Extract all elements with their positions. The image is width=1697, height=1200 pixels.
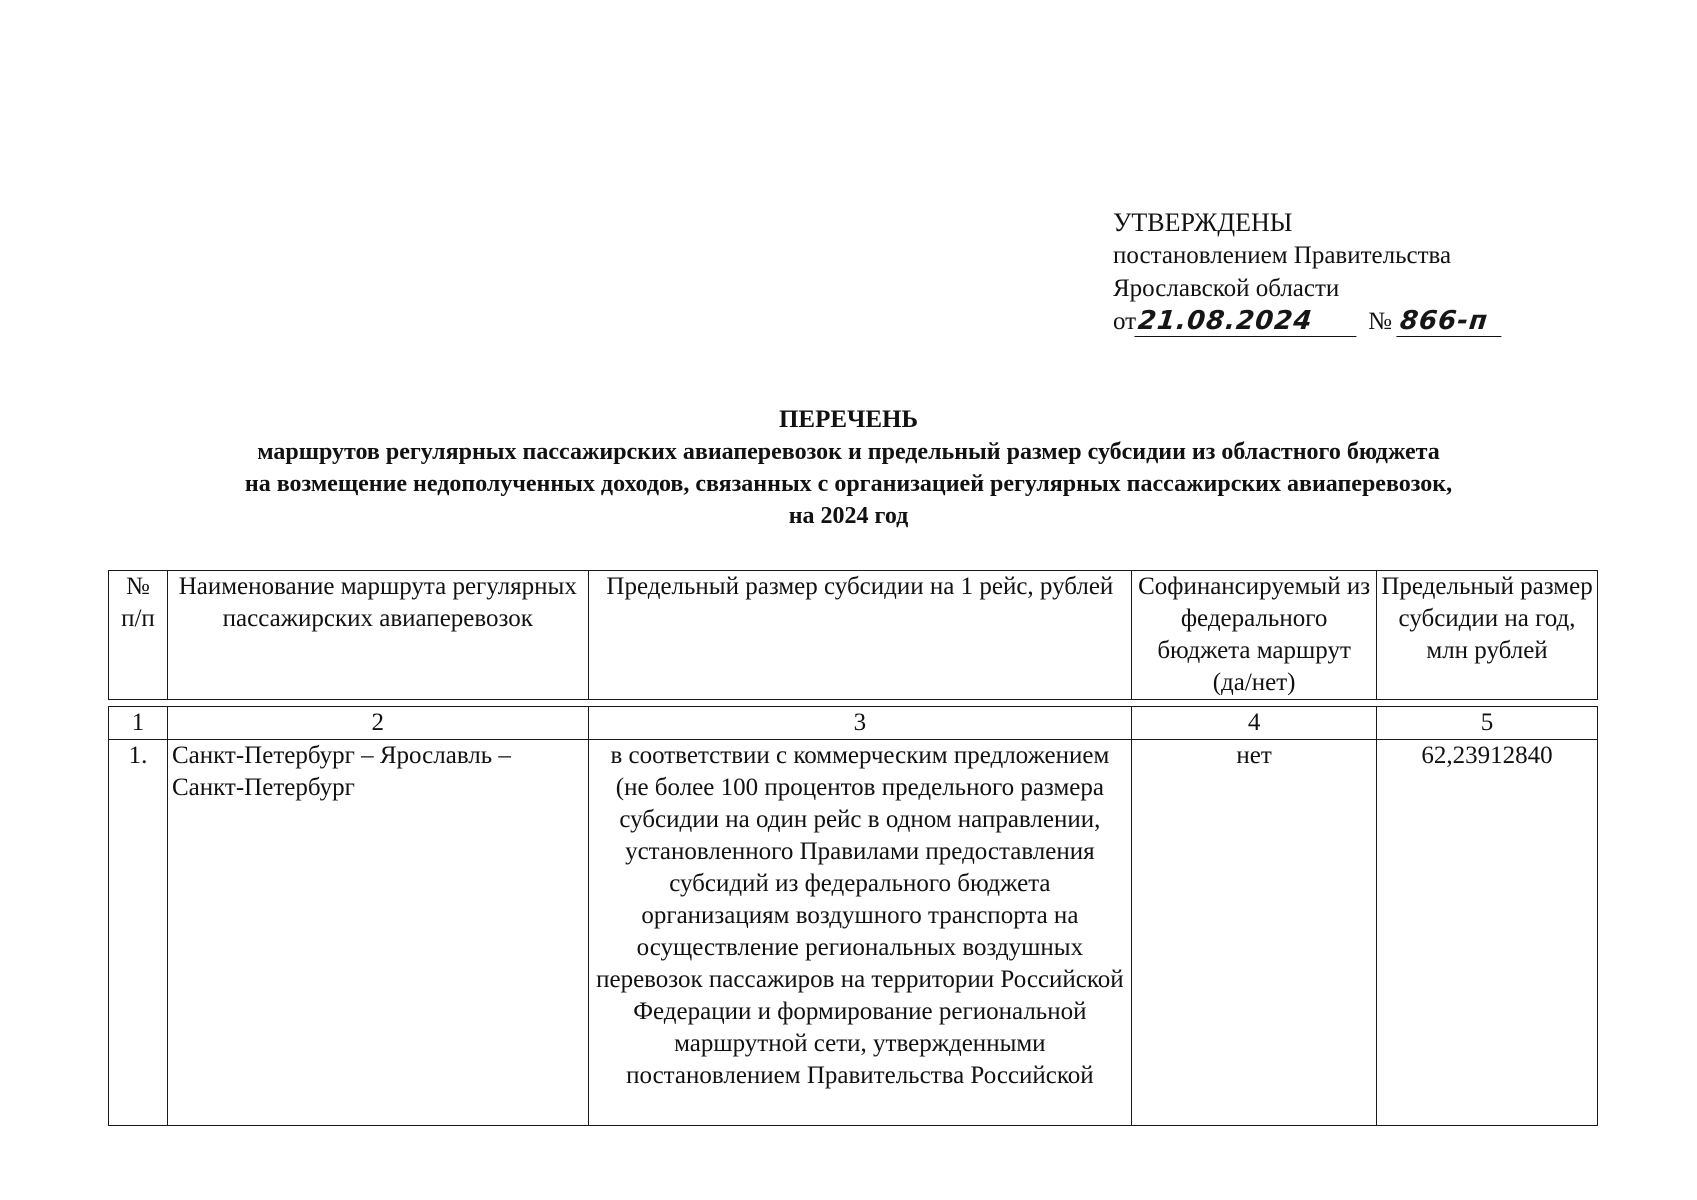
annual-limit-cell: 62,23912840 xyxy=(1377,740,1598,1126)
handwritten-date: 21.08.2024 xyxy=(1134,306,1359,337)
approval-number-label: № xyxy=(1368,308,1392,335)
heading-line-3: на 2024 год xyxy=(788,503,909,529)
heading-line-1: маршрутов регулярных пассажирских авиаперевозок и предельный размер субсидии из областного бюджета xyxy=(257,439,1440,465)
approval-line-2: Ярославской области xyxy=(1113,275,1340,302)
row-number-cell: 1. xyxy=(109,740,168,1126)
column-number-cell: 5 xyxy=(1377,707,1598,740)
header-cell-route: Наименование маршрута регулярных пассажирских авиаперевозок xyxy=(167,571,588,700)
heading-line-2: на возмещение недополученных доходов, связанных с организацией регулярных пассажирских авиаперевозок, xyxy=(244,471,1453,497)
column-number-cell: 3 xyxy=(588,707,1132,740)
header-cell-cofinanced: Софинансируемый из федерального бюджета маршрут (да/нет) xyxy=(1132,571,1377,700)
column-number-cell: 2 xyxy=(167,707,588,740)
header-cell-subsidy-per-flight: Предельный размер субсидии на 1 рейс, рублей xyxy=(588,571,1132,700)
approval-title: УТВЕРЖДЕНЫ xyxy=(1113,208,1293,237)
column-number-cell: 4 xyxy=(1132,707,1377,740)
document-heading xyxy=(0,404,1697,532)
table-spacer xyxy=(109,700,1598,707)
header-cell-number: № п/п xyxy=(109,571,168,700)
subsidy-per-flight-cell: в соответствии с коммерческим предложением (не более 100 процентов предельного размера субсидии на один рейс в одном направлении, установленного Правилами предоставления субсидий из федерального бюджета организациям воздушного транспорта на осуществление региональных воздушных перевозок пассажиров на территории Российской Федерации и формирование региональной маршрутной сети, утвержденными постановлением Правительства Российской xyxy=(588,740,1132,1126)
approval-stamp-block xyxy=(1113,206,1503,338)
approval-from-label: от xyxy=(1113,308,1137,335)
header-cell-annual-limit: Предельный размер субсидии на год, млн рублей xyxy=(1377,571,1598,700)
table-column-number-row xyxy=(109,707,1598,740)
approval-line-1: постановлением Правительства xyxy=(1113,242,1452,269)
table-header-row xyxy=(109,571,1598,700)
table-row xyxy=(109,740,1598,1126)
route-name-cell: Санкт-Петербург – Ярославль – Санкт-Петербург xyxy=(167,740,588,1126)
handwritten-number: 866-п xyxy=(1396,306,1504,337)
cofinanced-cell: нет xyxy=(1132,740,1377,1126)
routes-table xyxy=(108,570,1598,1126)
heading-title: ПЕРЕЧЕНЬ xyxy=(778,406,919,433)
approval-date-line xyxy=(1113,305,1503,338)
column-number-cell: 1 xyxy=(109,707,168,740)
